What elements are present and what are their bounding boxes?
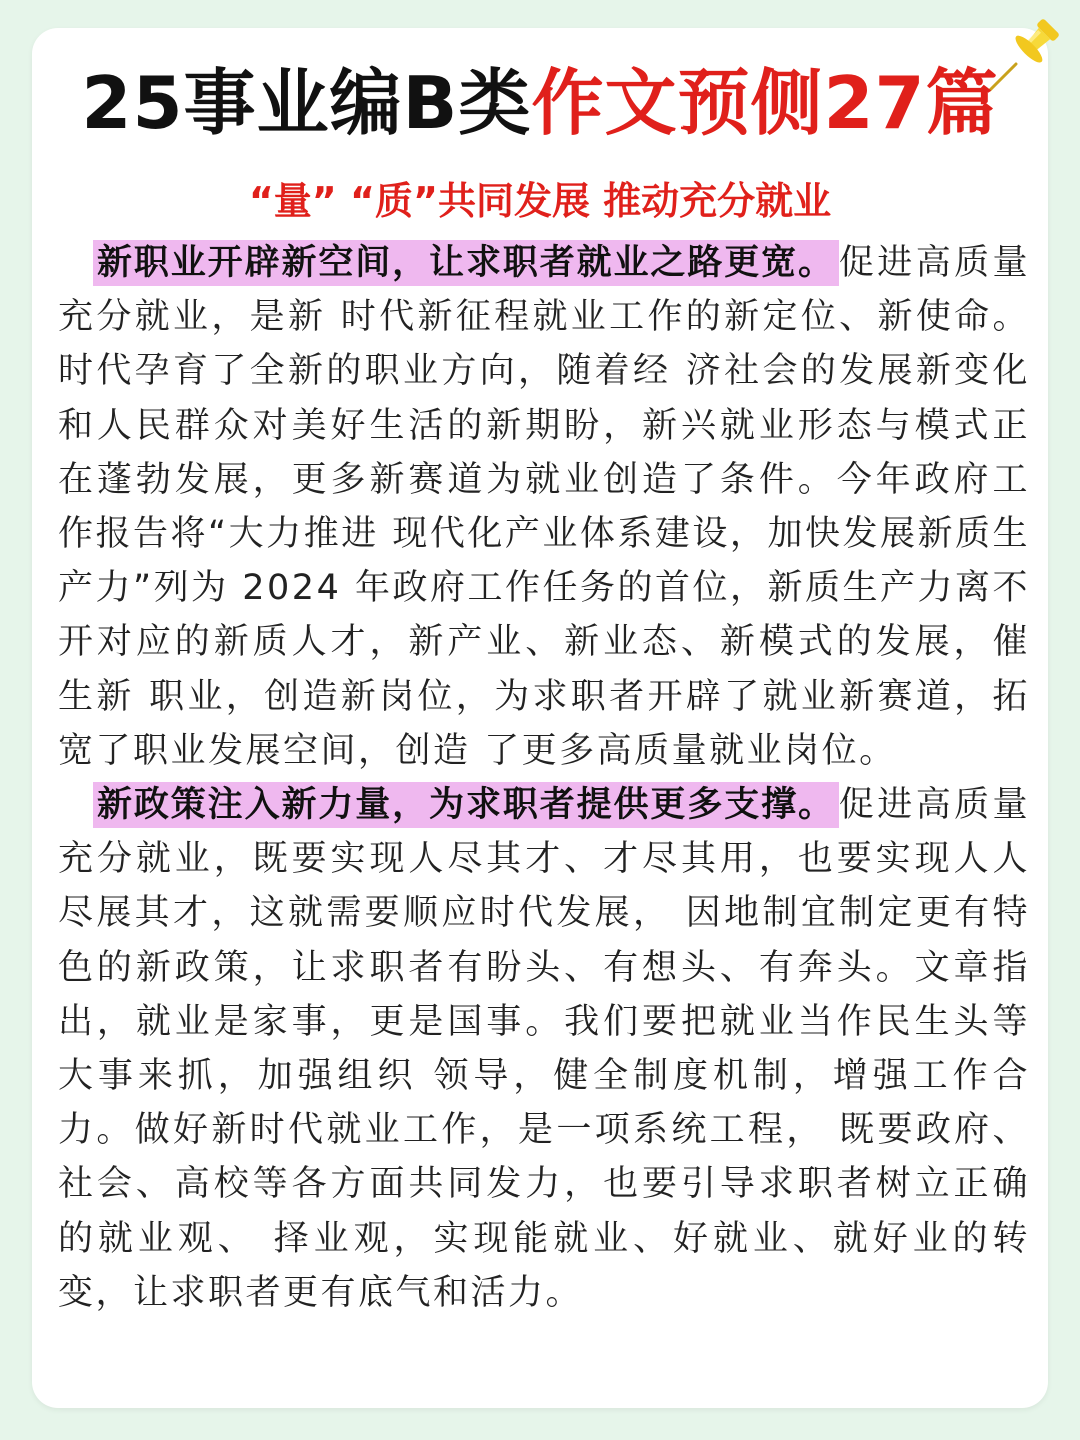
paragraph-2-heading: 新政策注入新力量，为求职者提供更多支撑。 [93,782,839,828]
page-title [0,58,1080,148]
title-red-part: 作文预侧27篇 [531,61,999,145]
article-body [58,236,1030,1320]
subtitle: “量” “质”共同发展 推动充分就业 [248,179,832,223]
paragraph-1 [58,236,1030,778]
paragraph-2 [58,778,1030,1320]
paragraph-1-heading: 新职业开辟新空间，让求职者就业之路更宽。 [93,240,839,286]
paragraph-2-text: 促进高质量充分就业，既要实现人尽其才、才尽其用，也要实现人人尽展其才，这就需要顺应时代发展， 因地制宜制定更有特色的新政策，让求职者有盼头、有想头、有奔头。文章指 出，就业是家事，更是国事。我们要把就业当作民生头等大事来抓，加强组织 领导，健全制度机制，增强工作合力。做好新时代就业工作，是一项系统工程， 既要政府、社会、高校等各方面共同发力，也要引导求职者树立正确的就业观、 择业观，实现能就业、好就业、就好业的转变，让求职者更有底气和活力。 [58,785,1030,1313]
title-black-part: 25事业编B类 [81,61,532,145]
paragraph-1-text: 促进高质量充分就业，是新 时代新征程就业工作的新定位、新使命。时代孕育了全新的职业方向，随着经 济社会的发展新变化和人民群众对美好生活的新期盼，新兴就业形态与模式正 在蓬勃发展，更多新赛道为就业创造了条件。今年政府工作报告将“大力推进 现代化产业体系建设，加快发展新质生产力”列为 2024 年政府工作任务的首位，新质生产力离不开对应的新质人才，新产业、新业态、新模式的发展，催生新 职业，创造新岗位，为求职者开辟了就业新赛道，拓宽了职业发展空间，创造 了更多高质量就业岗位。 [58,243,1030,771]
